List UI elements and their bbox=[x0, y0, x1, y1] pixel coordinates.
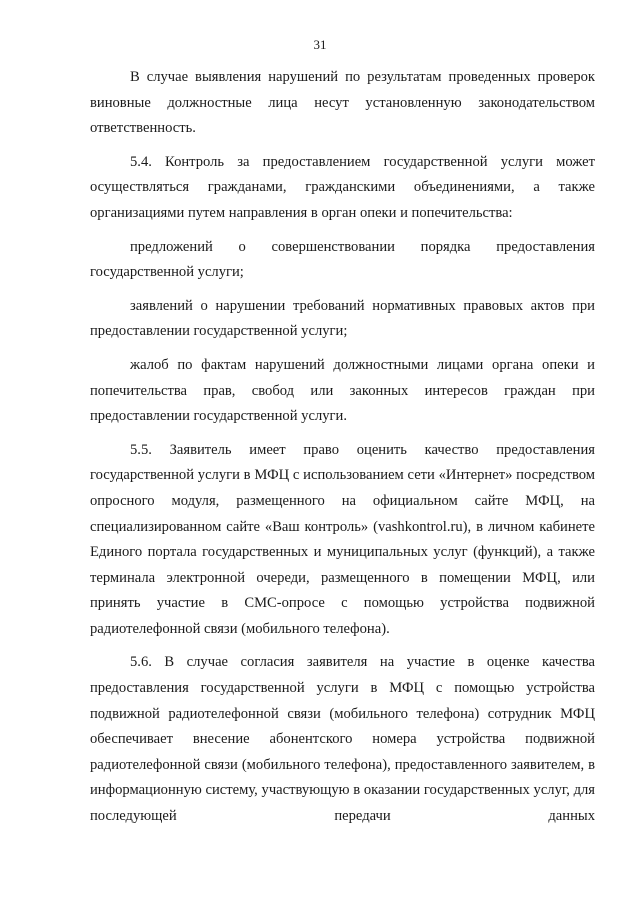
paragraph-violations-liability: В случае выявления нарушений по результатам проведенных проверок виновные должностные лица несут установленную законодательством ответственность. bbox=[90, 69, 595, 137]
document-body bbox=[90, 65, 595, 838]
list-item-proposals: предложений о совершенствовании порядка предоставления государственной услуги; bbox=[90, 238, 595, 281]
page-number: 31 bbox=[313, 37, 327, 52]
paragraph-5-6-sms-consent: 5.6. В случае согласия заявителя на участие в оценке качества предоставления государственной услуги в МФЦ с помощью устройства подвижной радиотелефонной связи (мобильного телефона) сотрудник МФЦ обеспечивает внесение абонентского номера устройства подвижной радиотелефонной связи (мобильного телефона), предоставленного заявителем, в информационную систему, участвующую в оказании государственных услуг, для последующей передачи данных bbox=[90, 654, 595, 825]
list-item-statements: заявлений о нарушении требований нормативных правовых актов при предоставлении государственной услуги; bbox=[90, 297, 595, 340]
list-item-complaints: жалоб по фактам нарушений должностными лицами органа опеки и попечительства прав, свобод или законных интересов граждан при предоставлении государственной услуги. bbox=[90, 356, 595, 425]
paragraph-5-5-quality-rating: 5.5. Заявитель имеет право оценить качество предоставления государственной услуги в МФЦ с использованием сети «Интернет» посредством опросного модуля, размещенного на официальном сайте МФЦ, на специализированном сайте «Ваш контроль» (vashkontrol.ru), в личном кабинете Единого портала государственных и муниципальных услуг (функций), а также терминала электронной очереди, размещенного в помещении МФЦ, или принять участие в СМС-опросе с помощью устройства подвижной радиотелефонной связи (мобильного телефона). bbox=[90, 441, 595, 637]
paragraph-5-4-control: 5.4. Контроль за предоставлением государственной услуги может осуществляться гражданами, гражданскими объединениями, а также организациями путем направления в орган опеки и попечительства: bbox=[90, 153, 595, 221]
